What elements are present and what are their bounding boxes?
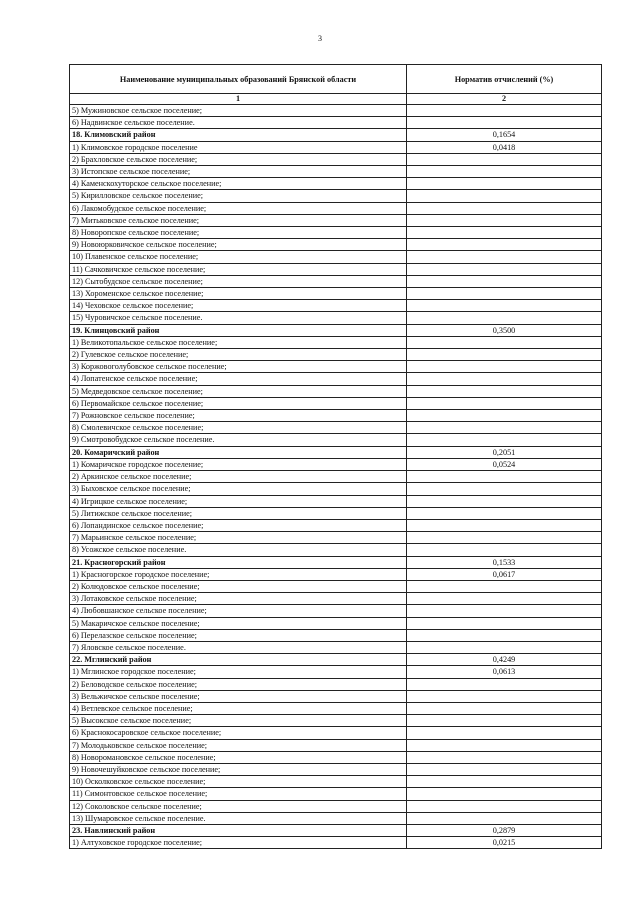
- norm-value: [407, 751, 602, 763]
- table-row: [70, 300, 602, 312]
- table-row: [70, 568, 602, 580]
- municipality-name: 23. Навлинский район: [70, 824, 407, 836]
- norm-value: [407, 336, 602, 348]
- header-norm: Норматив отчислений (%): [407, 65, 602, 94]
- table-row: [70, 507, 602, 519]
- table-row: [70, 629, 602, 641]
- norm-value: 0,0613: [407, 666, 602, 678]
- municipality-name: 5) Макаричское сельское поселение;: [70, 617, 407, 629]
- norm-value: 0,1654: [407, 129, 602, 141]
- norm-value: [407, 763, 602, 775]
- norm-value: [407, 385, 602, 397]
- municipality-name: 7) Яловское сельское поселение.: [70, 641, 407, 653]
- norm-value: [407, 105, 602, 117]
- table-row: [70, 690, 602, 702]
- table-row: [70, 275, 602, 287]
- municipality-name: 10) Плавенское сельское поселение;: [70, 251, 407, 263]
- table-row: [70, 251, 602, 263]
- table-row: [70, 166, 602, 178]
- norm-value: [407, 349, 602, 361]
- municipality-name: 7) Марьинское сельское поселение;: [70, 532, 407, 544]
- table-row: [70, 349, 602, 361]
- municipality-name: 5) Кирилловское сельское поселение;: [70, 190, 407, 202]
- municipality-name: 11) Сачковичское сельское поселение;: [70, 263, 407, 275]
- table-row: [70, 214, 602, 226]
- municipality-name: 3) Быховское сельское поселение;: [70, 483, 407, 495]
- norm-value: [407, 227, 602, 239]
- municipality-name: 9) Новочешуйковское сельское поселение;: [70, 763, 407, 775]
- table-row: [70, 702, 602, 714]
- norm-value: 0,0418: [407, 141, 602, 153]
- municipality-name: 21. Красногорский район: [70, 556, 407, 568]
- norm-value: [407, 544, 602, 556]
- municipality-name: 4) Ветлевское сельское поселение;: [70, 702, 407, 714]
- norm-value: [407, 434, 602, 446]
- municipality-name: 10) Осколковское сельское поселение;: [70, 776, 407, 788]
- table-row: [70, 288, 602, 300]
- table-row: [70, 153, 602, 165]
- municipality-name: 4) Игрицкое сельское поселение;: [70, 495, 407, 507]
- table-row: [70, 580, 602, 592]
- table-row: [70, 373, 602, 385]
- municipality-name: 12) Соколовское сельское поселение;: [70, 800, 407, 812]
- norm-value: [407, 117, 602, 129]
- municipality-name: 2) Брахловское сельское поселение;: [70, 153, 407, 165]
- municipality-name: 14) Чеховское сельское поселение;: [70, 300, 407, 312]
- table-row: [70, 385, 602, 397]
- table-row: [70, 336, 602, 348]
- norm-value: [407, 275, 602, 287]
- municipality-name: 3) Вельжичское сельское поселение;: [70, 690, 407, 702]
- norm-value: 0,2879: [407, 824, 602, 836]
- table-row: [70, 239, 602, 251]
- municipality-name: 6) Краснокосаровское сельское поселение;: [70, 727, 407, 739]
- table-row: [70, 593, 602, 605]
- table-row: [70, 422, 602, 434]
- municipality-name: 4) Любовшанское сельское поселение;: [70, 605, 407, 617]
- municipality-name: 20. Комаричский район: [70, 446, 407, 458]
- header-col-number-2: 2: [407, 94, 602, 105]
- municipality-name: 8) Смолевичское сельское поселение;: [70, 422, 407, 434]
- municipality-name: 12) Сытобудское сельское поселение;: [70, 275, 407, 287]
- norm-value: [407, 629, 602, 641]
- municipality-name: 7) Рожновское сельское поселение;: [70, 410, 407, 422]
- table-row: [70, 544, 602, 556]
- municipality-name: 5) Литижское сельское поселение;: [70, 507, 407, 519]
- norm-value: [407, 312, 602, 324]
- municipality-name: 13) Шумаровское сельское поселение.: [70, 812, 407, 824]
- norm-value: [407, 593, 602, 605]
- table-row: [70, 458, 602, 470]
- table-row: [70, 605, 602, 617]
- norm-value: [407, 727, 602, 739]
- municipality-name: 6) Лопандинское сельское поселение;: [70, 519, 407, 531]
- norm-value: [407, 800, 602, 812]
- municipality-name: 6) Лакомобудское сельское поселение;: [70, 202, 407, 214]
- norm-value: [407, 812, 602, 824]
- table-row: [70, 361, 602, 373]
- norm-value: [407, 300, 602, 312]
- table-row: [70, 105, 602, 117]
- table-row: [70, 617, 602, 629]
- table-row: [70, 800, 602, 812]
- table-row: [70, 495, 602, 507]
- table-body: [70, 105, 602, 849]
- table-row: [70, 434, 602, 446]
- municipality-name: 15) Чуровичское сельское поселение.: [70, 312, 407, 324]
- municipality-name: 8) Новоропское сельское поселение;: [70, 227, 407, 239]
- municipality-name: 5) Мужиновское сельское поселение;: [70, 105, 407, 117]
- norm-value: [407, 361, 602, 373]
- table-row: [70, 788, 602, 800]
- norm-value: [407, 166, 602, 178]
- municipality-name: 9) Смотровобудское сельское поселение.: [70, 434, 407, 446]
- norm-value: [407, 617, 602, 629]
- municipality-name: 13) Хороменское сельское поселение;: [70, 288, 407, 300]
- municipality-name: 2) Беловодское сельское поселение;: [70, 678, 407, 690]
- table-row: [70, 739, 602, 751]
- municipality-name: 8) Усожское сельское поселение.: [70, 544, 407, 556]
- municipality-name: 2) Колюдовское сельское поселение;: [70, 580, 407, 592]
- norm-value: [407, 397, 602, 409]
- municipality-name: 6) Первомайское сельское поселение;: [70, 397, 407, 409]
- norm-value: 0,2051: [407, 446, 602, 458]
- norm-value: [407, 519, 602, 531]
- table-row: [70, 178, 602, 190]
- norm-value: 0,0524: [407, 458, 602, 470]
- header-municipality: Наименование муниципальных образований Брянской области: [70, 65, 407, 94]
- municipality-name: 1) Алтуховское городское поселение;: [70, 837, 407, 849]
- norm-value: [407, 605, 602, 617]
- municipality-name: 4) Лопатенское сельское поселение;: [70, 373, 407, 385]
- table-header: [70, 65, 602, 105]
- table-row: [70, 751, 602, 763]
- norm-value: [407, 641, 602, 653]
- norm-value: 0,1533: [407, 556, 602, 568]
- table-row: [70, 837, 602, 849]
- norm-value: [407, 422, 602, 434]
- table-row: [70, 763, 602, 775]
- municipality-name: 2) Аркинское сельское поселение;: [70, 471, 407, 483]
- district-row: [70, 824, 602, 836]
- norm-value: [407, 507, 602, 519]
- norm-value: [407, 495, 602, 507]
- norm-value: [407, 776, 602, 788]
- norm-value: [407, 373, 602, 385]
- municipality-name: 1) Красногорское городское поселение;: [70, 568, 407, 580]
- municipality-name: 7) Митьковское сельское поселение;: [70, 214, 407, 226]
- table-row: [70, 471, 602, 483]
- norm-value: [407, 288, 602, 300]
- table-row: [70, 397, 602, 409]
- norm-value: [407, 178, 602, 190]
- municipality-name: 5) Высокское сельское поселение;: [70, 715, 407, 727]
- page-number: 3: [318, 34, 322, 43]
- table-row: [70, 519, 602, 531]
- table-row: [70, 776, 602, 788]
- municipality-name: 6) Перелазское сельское поселение;: [70, 629, 407, 641]
- municipality-name: 18. Климовский район: [70, 129, 407, 141]
- table-row: [70, 312, 602, 324]
- table-row: [70, 715, 602, 727]
- norm-value: 0,3500: [407, 324, 602, 336]
- table-row: [70, 678, 602, 690]
- norm-value: [407, 483, 602, 495]
- table-row: [70, 727, 602, 739]
- norm-value: [407, 190, 602, 202]
- table-row: [70, 141, 602, 153]
- municipality-name: 2) Гулевское сельское поселение;: [70, 349, 407, 361]
- district-row: [70, 654, 602, 666]
- table-row: [70, 666, 602, 678]
- municipality-name: 6) Надвинское сельское поселение.: [70, 117, 407, 129]
- municipality-name: 3) Коржовоголубовское сельское поселение;: [70, 361, 407, 373]
- norm-value: 0,0617: [407, 568, 602, 580]
- district-row: [70, 556, 602, 568]
- norm-value: [407, 532, 602, 544]
- municipality-name: 4) Каменскохуторское сельское поселение;: [70, 178, 407, 190]
- table-row: [70, 641, 602, 653]
- header-col-number-1: 1: [70, 94, 407, 105]
- municipality-name: 7) Молодьковское сельское поселение;: [70, 739, 407, 751]
- table-row: [70, 190, 602, 202]
- norm-table: [69, 64, 602, 849]
- municipality-name: 1) Великотопальское сельское поселение;: [70, 336, 407, 348]
- table-row: [70, 410, 602, 422]
- norm-value: [407, 214, 602, 226]
- municipality-name: 1) Мглинское городское поселение;: [70, 666, 407, 678]
- municipality-name: 8) Новоромановское сельское поселение;: [70, 751, 407, 763]
- table-row: [70, 483, 602, 495]
- norm-value: [407, 471, 602, 483]
- norm-value: [407, 251, 602, 263]
- norm-value: [407, 702, 602, 714]
- table-row: [70, 812, 602, 824]
- norm-value: [407, 202, 602, 214]
- norm-value: [407, 580, 602, 592]
- district-row: [70, 324, 602, 336]
- table-row: [70, 227, 602, 239]
- municipality-name: 1) Комаричское городское поселение;: [70, 458, 407, 470]
- norm-value: [407, 690, 602, 702]
- norm-value: 0,0215: [407, 837, 602, 849]
- municipality-name: 3) Истопское сельское поселение;: [70, 166, 407, 178]
- table-row: [70, 117, 602, 129]
- norm-value: [407, 678, 602, 690]
- norm-value: 0,4249: [407, 654, 602, 666]
- municipality-name: 19. Клинцовский район: [70, 324, 407, 336]
- municipality-name: 11) Симонтовское сельское поселение;: [70, 788, 407, 800]
- municipality-name: 22. Мглинский район: [70, 654, 407, 666]
- norm-value: [407, 788, 602, 800]
- district-row: [70, 129, 602, 141]
- table-row: [70, 202, 602, 214]
- norm-value: [407, 410, 602, 422]
- municipality-name: 3) Лотаковское сельское поселение;: [70, 593, 407, 605]
- table-row: [70, 263, 602, 275]
- norm-value: [407, 239, 602, 251]
- norm-value: [407, 263, 602, 275]
- norm-value: [407, 153, 602, 165]
- norm-value: [407, 715, 602, 727]
- municipality-name: 5) Медведовское сельское поселение;: [70, 385, 407, 397]
- district-row: [70, 446, 602, 458]
- norm-value: [407, 739, 602, 751]
- table-row: [70, 532, 602, 544]
- municipality-name: 1) Климовское городское поселение: [70, 141, 407, 153]
- municipality-name: 9) Новоюрковичское сельское поселение;: [70, 239, 407, 251]
